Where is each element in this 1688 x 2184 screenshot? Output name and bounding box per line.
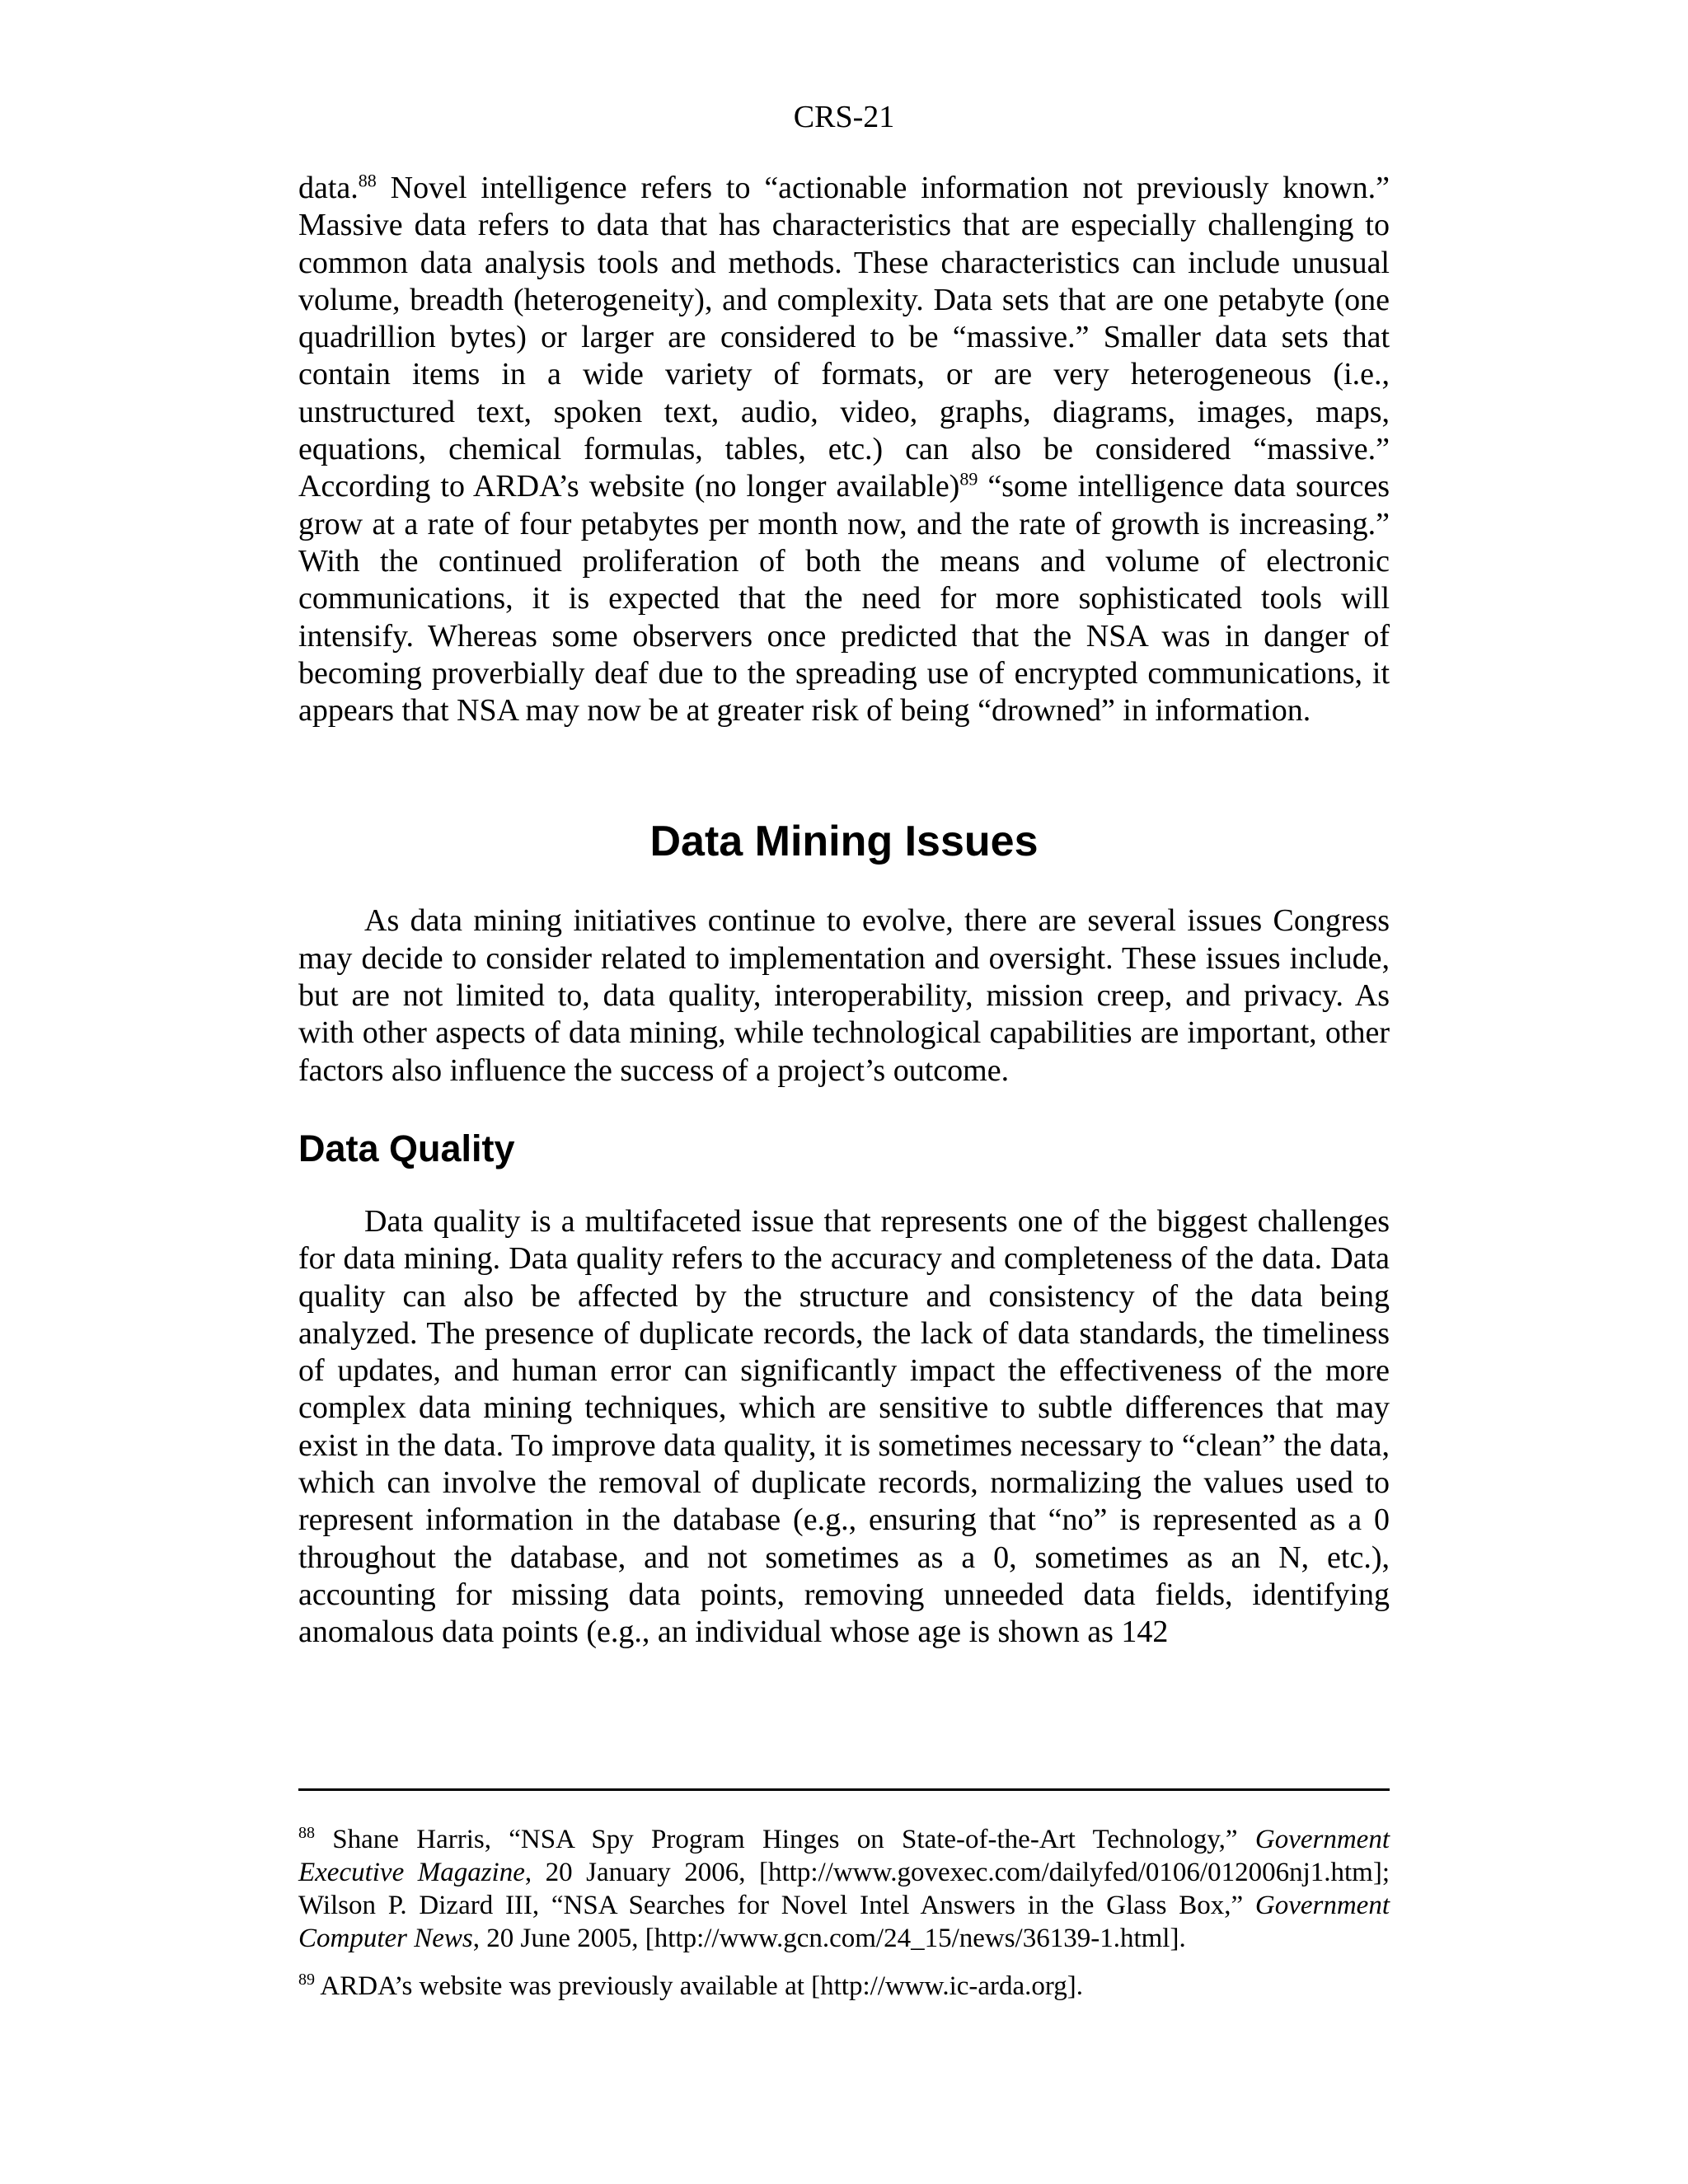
footnote-publication: Government Computer News [298,1891,1390,1953]
footnote-text: , 20 June 2005, [http://www.gcn.com/24_15/news/36139-1.html]. [472,1924,1186,1953]
page-number: CRS-21 [793,100,895,134]
footnote-publication: Government Executive Magazine [298,1825,1390,1887]
main-content [298,170,1390,1652]
footnote-number: 89 [298,1971,315,1989]
footnote-89 [298,1970,1390,2003]
footnote-divider [298,1788,1390,1791]
footnote-ref-88[interactable]: 88 [358,170,377,191]
footnote-text: , 20 January 2006, [http://www.govexec.com/dailyfed/0106/012006nj1.htm]; Wilson P. Dizard III, “NSA Searches for Novel Intel Answers in the Glass Box,” [298,1858,1390,1920]
footnote-text: Shane Harris, “NSA Spy Program Hinges on State-of-the-Art Technology,” [315,1825,1255,1854]
footnote-88 [298,1823,1390,1955]
footnotes [298,1823,1390,2018]
paragraph-text: Novel intelligence refers to “actionable information not previously known.” Massive data refers to data that has characteristics that are especially challenging to common data analysis tools and methods. These characteristics can include unusual volume, breadth (heterogeneity), and complexity. Data sets that are one petabyte (one quadrillion bytes) or larger are considered to be “massive.” Smaller data sets that contain items in a wide variety of formats, or are very heterogeneous (i.e., unstructured text, spoken text, audio, video, graphs, diagrams, images, maps, equations, chemical formulas, tables, etc.) can also be considered “massive.” According to ARDA’s website (no longer available) [298,171,1390,504]
section-heading: Data Mining Issues [649,818,1039,866]
footnote-text: ARDA’s website was previously available at [http://www.ic-arda.org]. [315,1971,1084,2001]
paragraph-data-quality: Data quality is a multifaceted issue that represents one of the biggest challenges for data mining. Data quality refers to the accuracy and completeness of the data. Data quality can also be affected by the structure and consistency of the data being analyzed. The presence of duplicate records, the lack of data standards, the timeliness of updates, and human error can significantly impact the effectiveness of the more complex data mining techniques, which are sensitive to subtle differences that may exist in the data. To improve data quality, it is sometimes necessary to “clean” the data, which can involve the removal of duplicate records, normalizing the values used to represent information in the database (e.g., ensuring that “no” is represented as a 0 throughout the database, and not sometimes as a 0, sometimes as an N, etc.), accounting for missing data points, removing unneeded data fields, identifying anomalous data points (e.g., an individual whose age is shown as 142 [298,1203,1390,1650]
footnote-number: 88 [298,1824,315,1842]
subsection-heading: Data Quality [298,1127,515,1169]
paragraph-lead: data. [298,171,359,205]
paragraph-novel-intelligence [298,170,1390,729]
paragraph-text: “some intelligence data sources grow at a rate of four petabytes per month now, and the rate of growth is increasing.” With the continued proliferation of both the means and volume of electronic communications, it is expected that the need for more sophisticated tools will intensify. Whereas some observers once predicted that the NSA was in danger of becoming proverbially deaf due to the spreading use of encrypted communications, it appears that NSA may now be at greater risk of being “drowned” in information. [298,469,1390,729]
footnote-ref-89[interactable]: 89 [959,468,978,490]
paragraph-data-mining-issues: As data mining initiatives continue to evolve, there are several issues Congress may decide to consider related to implementation and oversight. These issues include, but are not limited to, data quality, interoperability, mission creep, and privacy. As with other aspects of data mining, while technological capabilities are important, other factors also influence the success of a project’s outcome. [298,903,1390,1088]
